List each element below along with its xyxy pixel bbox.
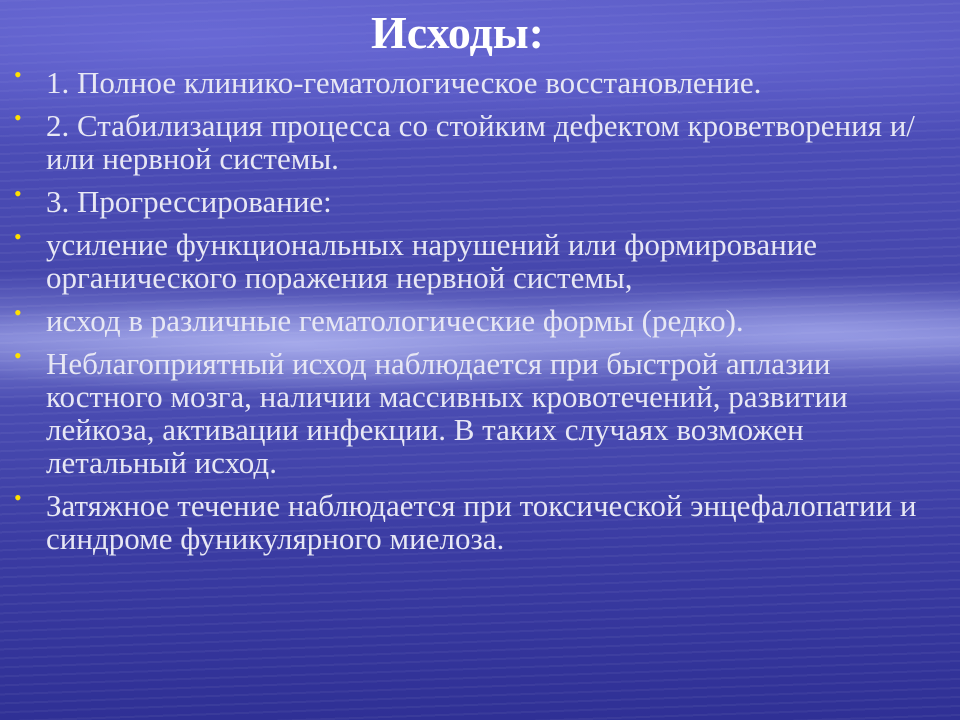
slide-title: Исходы: bbox=[370, 7, 545, 58]
list-item-text: 2. Стабилизация процесса со стойким дефектом кроветворения и/или нервной системы. bbox=[46, 108, 915, 176]
list-item bbox=[10, 62, 940, 100]
list-item bbox=[10, 105, 940, 176]
bullet-icon: • bbox=[14, 300, 22, 325]
list-item-text: 3. Прогрессирование: bbox=[46, 184, 332, 219]
bullet-icon: • bbox=[14, 62, 22, 87]
list-item-text: Неблагоприятный исход наблюдается при быстрой аплазии костного мозга, наличии массивных кровотечений, развитии лейкоза, активации инфекции. В таких случаях возможен летальный исход. bbox=[46, 346, 848, 480]
list-item bbox=[10, 224, 940, 295]
list-item-text: 1. Полное клинико-гематологическое восстановление. bbox=[46, 65, 762, 100]
list-item bbox=[10, 485, 940, 556]
list-item bbox=[10, 181, 940, 219]
list-item bbox=[10, 343, 940, 480]
list-item-text: Затяжное течение наблюдается при токсической энцефалопатии и синдроме фуникулярного миелоза. bbox=[46, 488, 917, 556]
bullet-icon: • bbox=[14, 181, 22, 206]
list-item-text: усиление функциональных нарушений или формирование органического поражения нервной системы, bbox=[46, 227, 818, 295]
bullet-icon: • bbox=[14, 485, 22, 510]
bullet-icon: • bbox=[14, 105, 22, 130]
bullet-icon: • bbox=[14, 343, 22, 368]
bullet-icon: • bbox=[14, 224, 22, 249]
list-item bbox=[10, 300, 940, 338]
list-item-text: исход в различные гематологические формы (редко). bbox=[46, 303, 744, 338]
bullet-list bbox=[10, 62, 940, 565]
